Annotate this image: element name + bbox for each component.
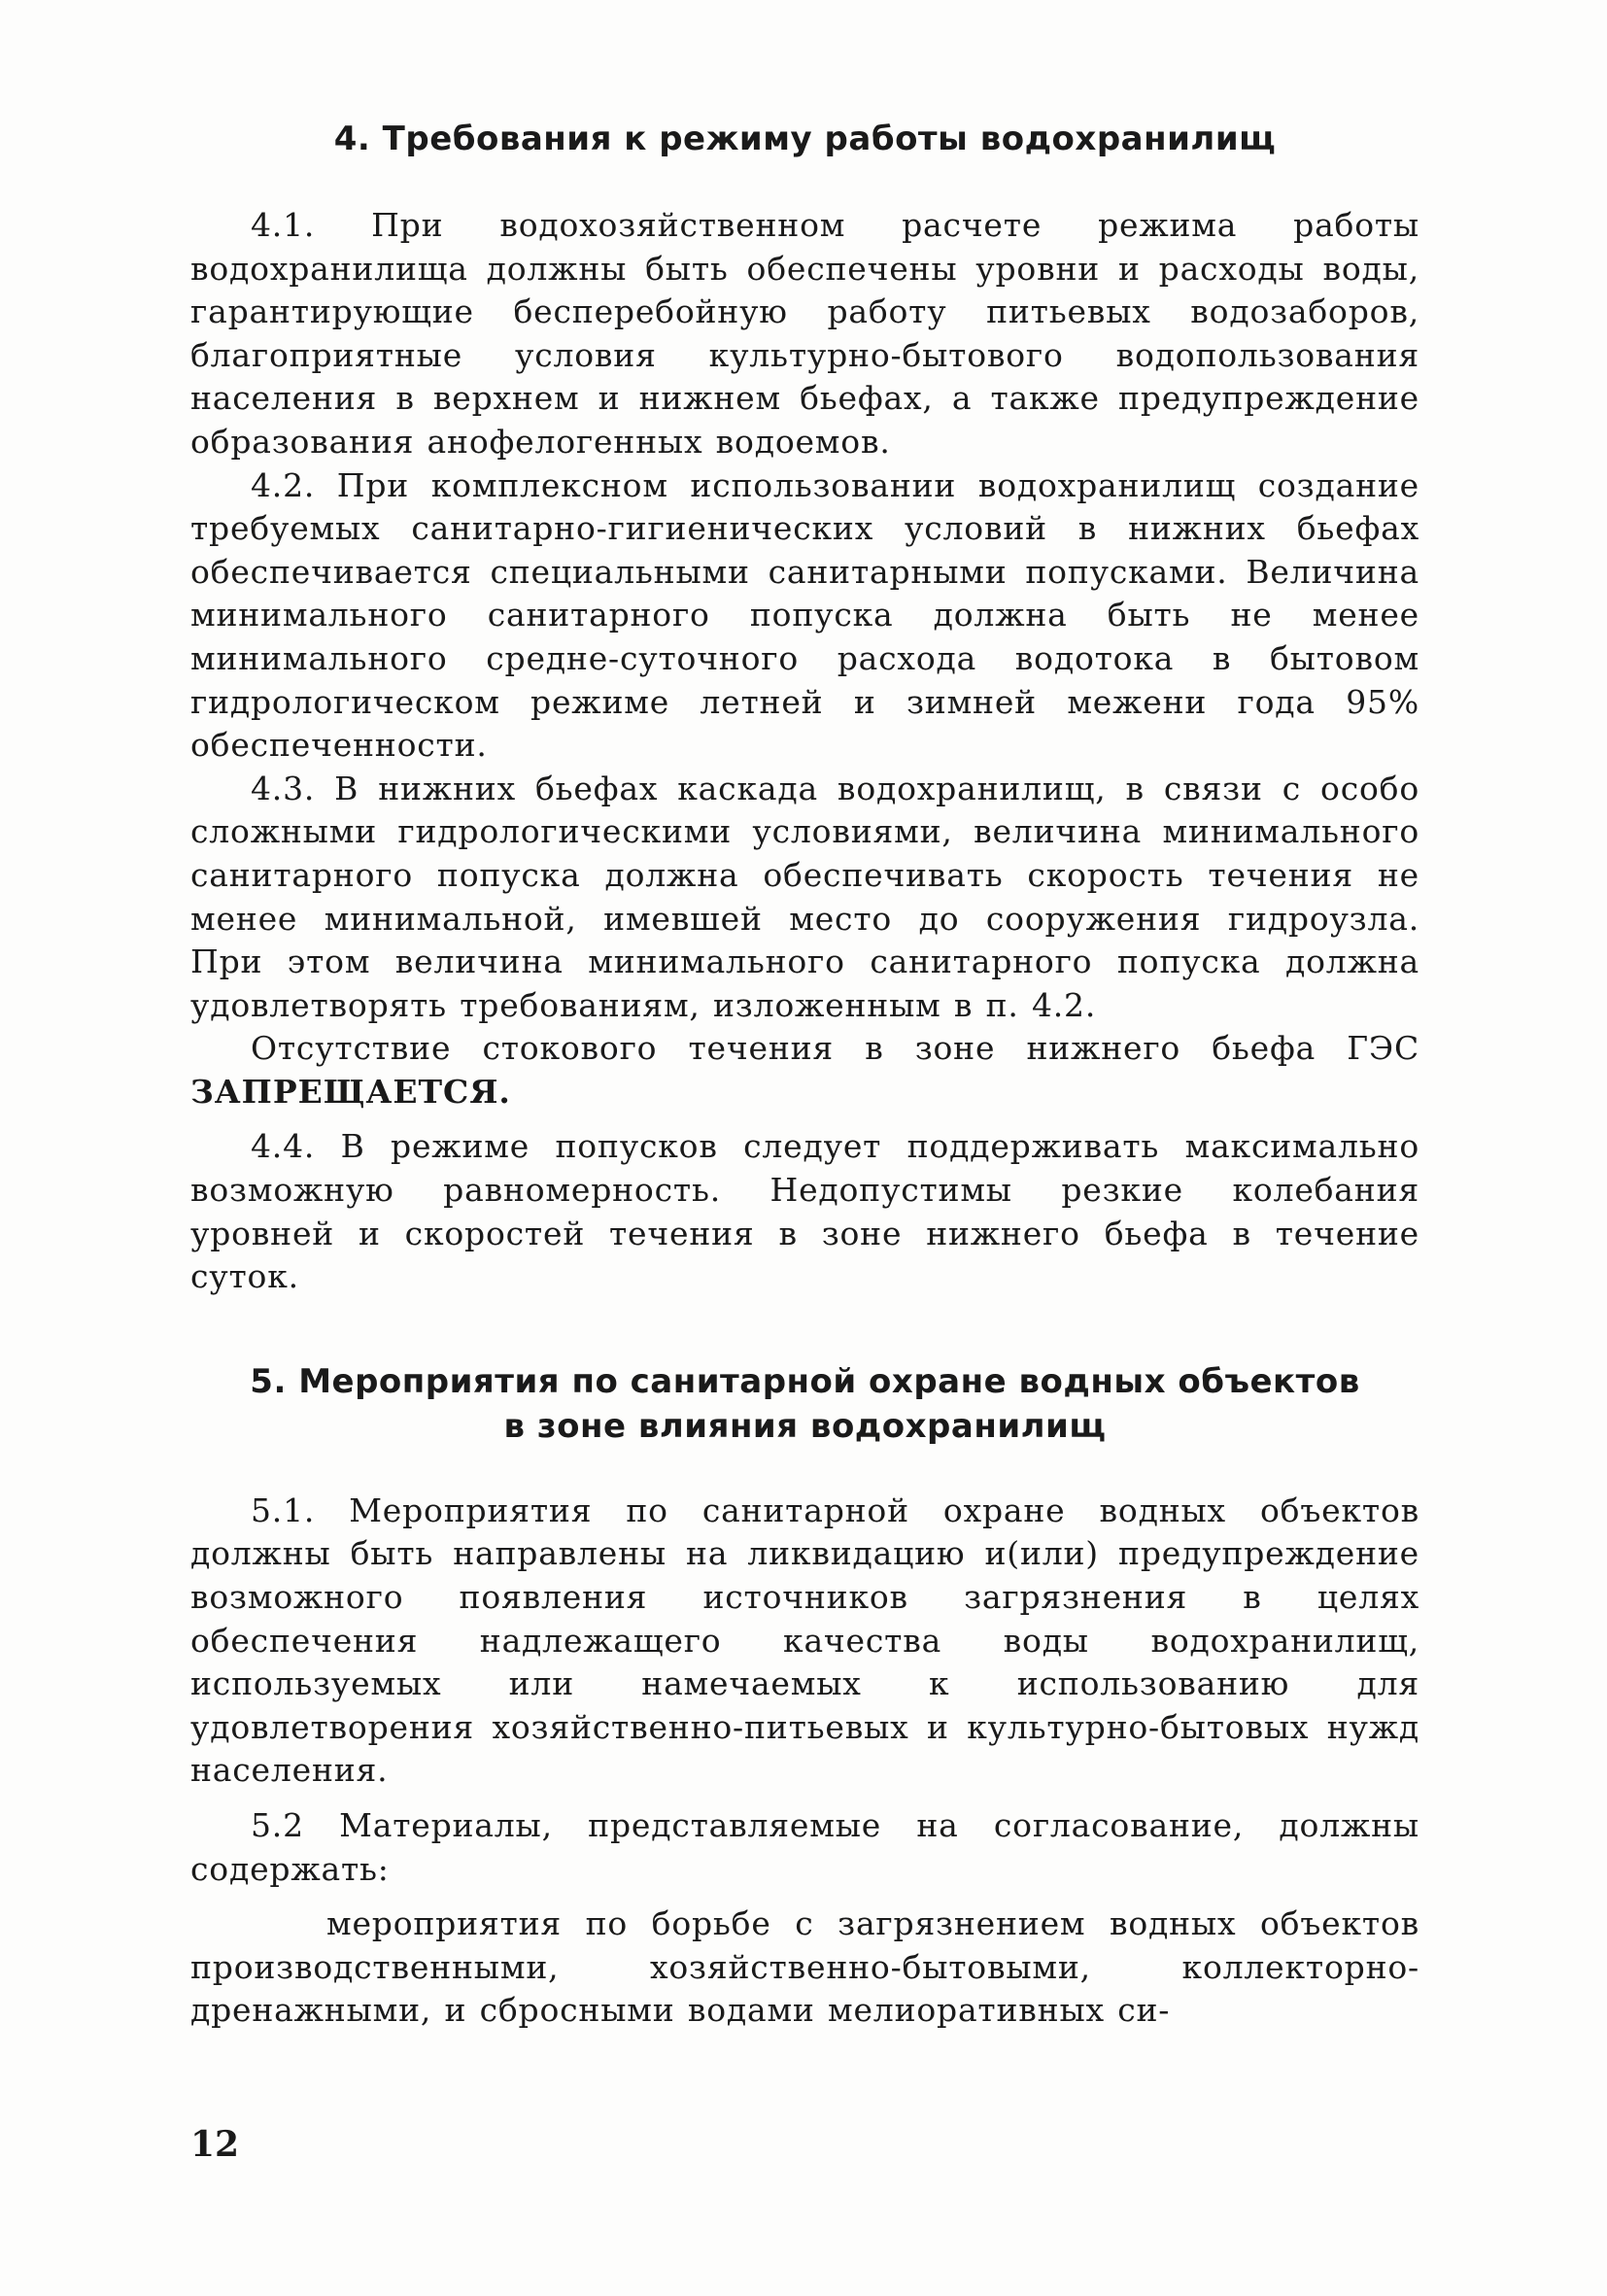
paragraph-4-2: 4.2. При комплексном использовании водохранилищ создание требуемых санитарно-гигиенических условий в нижних бьефах обеспечивается специальными санитарными попусками. Величина минимального санитарного попуска должна быть не менее минимального средне-суточного расхода водотока в бытовом гидрологическом режиме летней и зимней межени года 95% обеспеченности. <box>190 465 1419 765</box>
paragraph-5-1: 5.1. Мероприятия по санитарной охране водных объектов должны быть направлены на ликвидацию и(или) предупреждение возможного появления источников загрязнения в целях обеспечения надлежащего качества воды водохранилищ, используемых или намечаемых к использованию для удовлетворения хозяйственно-питьевых и культурно-бытовых нужд населения. <box>190 1491 1419 1790</box>
page-number: 12 <box>190 2124 240 2165</box>
paragraph-no-flow <box>190 1027 1419 1114</box>
paragraph-5-2-list-item: мероприятия по борьбе с загрязнением водных объектов производственными, хозяйственно-бытовыми, коллекторно-дренажными, и сбросными водами мелиоративных си- <box>190 1904 1419 2030</box>
paragraph-no-flow-text: Отсутствие стокового течения в зоне нижнего бьефа ГЭС <box>251 1029 1419 1068</box>
section-5-heading-line2: в зоне влияния водохранилищ <box>503 1406 1107 1446</box>
section-5-heading-line1: 5. Мероприятия по санитарной охране водных объектов <box>250 1361 1360 1401</box>
section-5-heading <box>190 1359 1419 1449</box>
prohibited-word: ЗАПРЕЩАЕТСЯ. <box>190 1072 511 1111</box>
paragraph-4-1: 4.1. При водохозяйственном расчете режима работы водохранилища должны быть обеспечены уровни и расходы воды, гарантирующие бесперебойную работу питьевых водозаборов, благоприятные условия культурно-бытового водопользования населения в верхнем и нижнем бьефах, а также предупреждение образования анофелогенных водоемов. <box>190 206 1419 461</box>
paragraph-5-2: 5.2 Материалы, представляемые на согласование, должны содержать: <box>190 1806 1419 1888</box>
section-4-heading: 4. Требования к режиму работы водохранилищ <box>333 120 1277 158</box>
paragraph-4-4: 4.4. В режиме попусков следует поддерживать максимально возможную равномерность. Недопустимы резкие колебания уровней и скоростей течения в зоне нижнего бьефа в течение суток. <box>190 1127 1419 1296</box>
text-column <box>190 117 1419 2033</box>
paragraph-4-3: 4.3. В нижних бьефах каскада водохранилищ, в связи с особо сложными гидрологическими условиями, величина минимального санитарного попуска должна обеспечивать скорость течения не менее минимальной, имевшей место до сооружения гидроузла. При этом величина минимального санитарного попуска должна удовлетворять требованиям, изложенным в п. 4.2. <box>190 769 1419 1024</box>
